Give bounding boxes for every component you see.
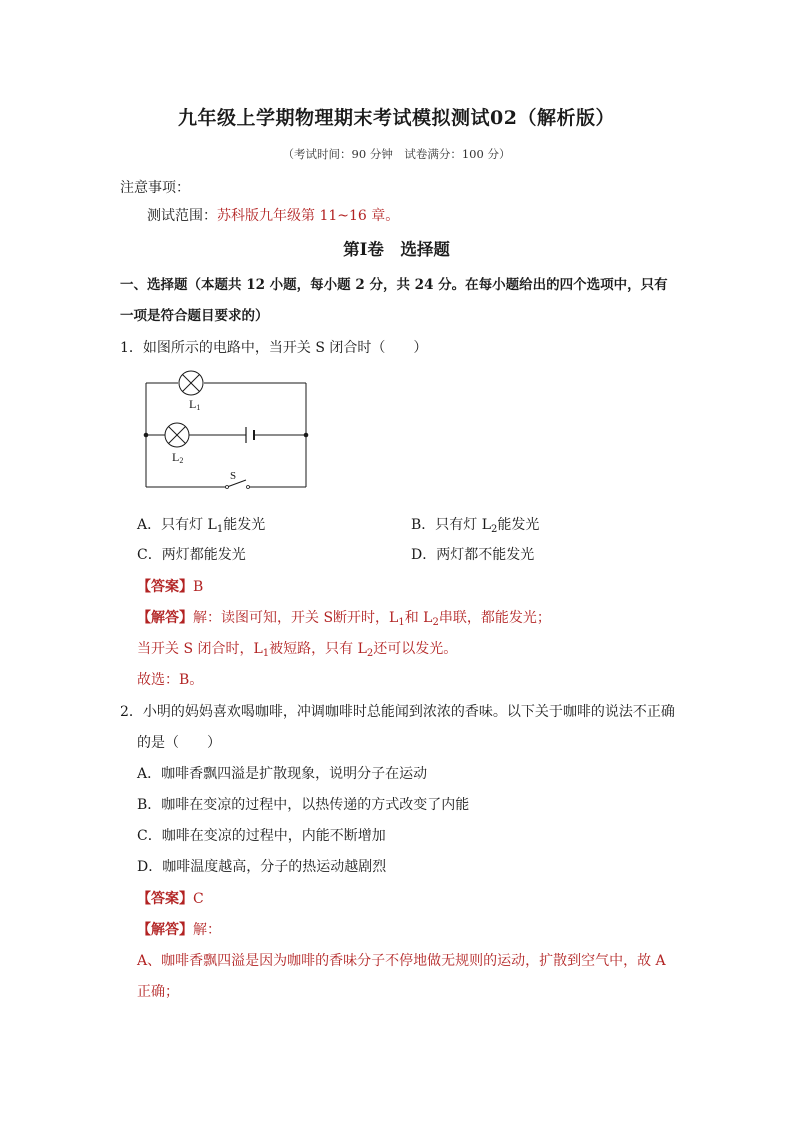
- junction-right: [304, 433, 309, 438]
- q1-stem: 1．如图所示的电路中，当开关 S 闭合时（ ）: [120, 340, 428, 356]
- q2-option-b: B．咖啡在变凉的过程中，以热传递的方式改变了内能: [137, 797, 470, 813]
- q1-analysis-line2: 当开关 S 闭合时，$L_1$被短路，只有 $L_2$还可以发光。: [137, 641, 458, 659]
- q2-analysis: 【解答】解：: [137, 922, 221, 938]
- q2-stem-line2: 的是（ ）: [137, 735, 221, 751]
- label-l2: L2: [172, 450, 184, 465]
- section-title: 第Ⅰ卷 选择题: [343, 240, 450, 259]
- q2-analysis-a-line2: 正确；: [137, 984, 179, 1000]
- part-heading-line2: 一项是符合题目要求的）: [120, 308, 269, 324]
- q2-option-c: C．咖啡在变凉的过程中，内能不断增加: [137, 828, 386, 844]
- exam-meta: （考试时间：90 分钟 试卷满分：100 分）: [282, 147, 511, 161]
- q1-option-d: D．两灯都不能发光: [411, 547, 535, 563]
- q1-answer: 【答案】B: [137, 579, 204, 595]
- q2-stem-line1: 2．小明的妈妈喜欢喝咖啡，冲调咖啡时总能闻到浓浓的香味。以下关于咖啡的说法不正确: [120, 704, 675, 720]
- q1-option-a: A．只有灯 $L_1$能发光: [137, 517, 266, 535]
- document-title: 九年级上学期物理期末考试模拟测试02（解析版）: [178, 107, 615, 129]
- scope-prefix: 测试范围：: [147, 208, 217, 224]
- notes-heading: 注意事项：: [120, 180, 190, 196]
- label-s: S: [230, 470, 237, 482]
- scope-line: [147, 205, 399, 225]
- q1-option-b: B．只有灯 $L_2$能发光: [411, 517, 540, 535]
- q1-option-c: C．两灯都能发光: [137, 547, 246, 563]
- q1-conclusion: 故选：B。: [137, 672, 204, 688]
- q2-answer: 【答案】C: [137, 891, 204, 907]
- q2-option-d: D．咖啡温度越高，分子的热运动越剧烈: [137, 859, 387, 875]
- switch-pivot: [226, 486, 229, 489]
- q2-analysis-a-line1: A、咖啡香飘四溢是因为咖啡的香味分子不停地做无规则的运动，扩散到空气中，故 A: [137, 953, 666, 969]
- q2-option-a: A．咖啡香飘四溢是扩散现象，说明分子在运动: [137, 766, 428, 782]
- switch-contact: [247, 486, 250, 489]
- part-heading-line1: 一、选择题（本题共 12 小题，每小题 2 分，共 24 分。在每小题给出的四个选项中，只有: [120, 277, 668, 293]
- label-l1: L1: [189, 397, 201, 412]
- scope-value: 苏科版九年级第 11~16 章。: [217, 208, 400, 224]
- junction-left: [144, 433, 149, 438]
- q1-analysis-line1: 【解答】解：读图可知，开关 S断开时，$L_1$和 $L_2$串联，都能发光；: [137, 610, 551, 628]
- circuit-diagram: [138, 366, 318, 496]
